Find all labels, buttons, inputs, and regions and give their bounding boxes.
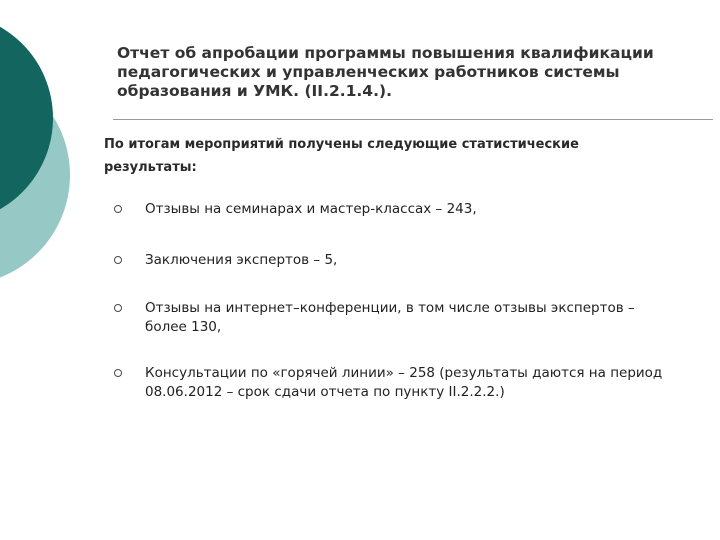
bullet-circle-icon	[114, 304, 122, 312]
list-item-text	[145, 251, 680, 270]
list-item-line: Консультации по «горячей линии» – 258 (результаты даются на период	[145, 365, 663, 381]
list-item-text	[145, 364, 680, 402]
list-item-text	[145, 200, 680, 219]
list-item-line: более 130,	[145, 319, 222, 335]
decorative-circles	[0, 0, 110, 300]
bullet-circle-icon	[114, 256, 122, 264]
bullet-circle-icon	[114, 205, 122, 213]
title-divider	[113, 119, 713, 120]
intro-text-line: результаты:	[104, 160, 197, 175]
intro-text	[104, 133, 664, 179]
bullet-circle-icon	[114, 369, 122, 377]
intro-text-line: По итогам мероприятий получены следующие статистические	[104, 137, 579, 152]
list-item-line: 08.06.2012 – срок сдачи отчета по пункту II.2.2.2.)	[145, 384, 505, 400]
list-item-line: Отзывы на интернет–конференции, в том числе отзывы экспертов –	[145, 300, 635, 316]
slide-title-line: Отчет об апробации программы повышения квалификации	[117, 44, 654, 62]
slide-title-line: педагогических и управленческих работников системы	[117, 63, 620, 81]
list-item-text	[145, 299, 680, 337]
slide-title	[117, 44, 697, 101]
list-item-line: Отзывы на семинарах и мастер-классах – 243,	[145, 201, 477, 217]
slide-title-line: образования и УМК. (II.2.1.4.).	[117, 82, 392, 100]
list-item-line: Заключения экспертов – 5,	[145, 252, 338, 268]
